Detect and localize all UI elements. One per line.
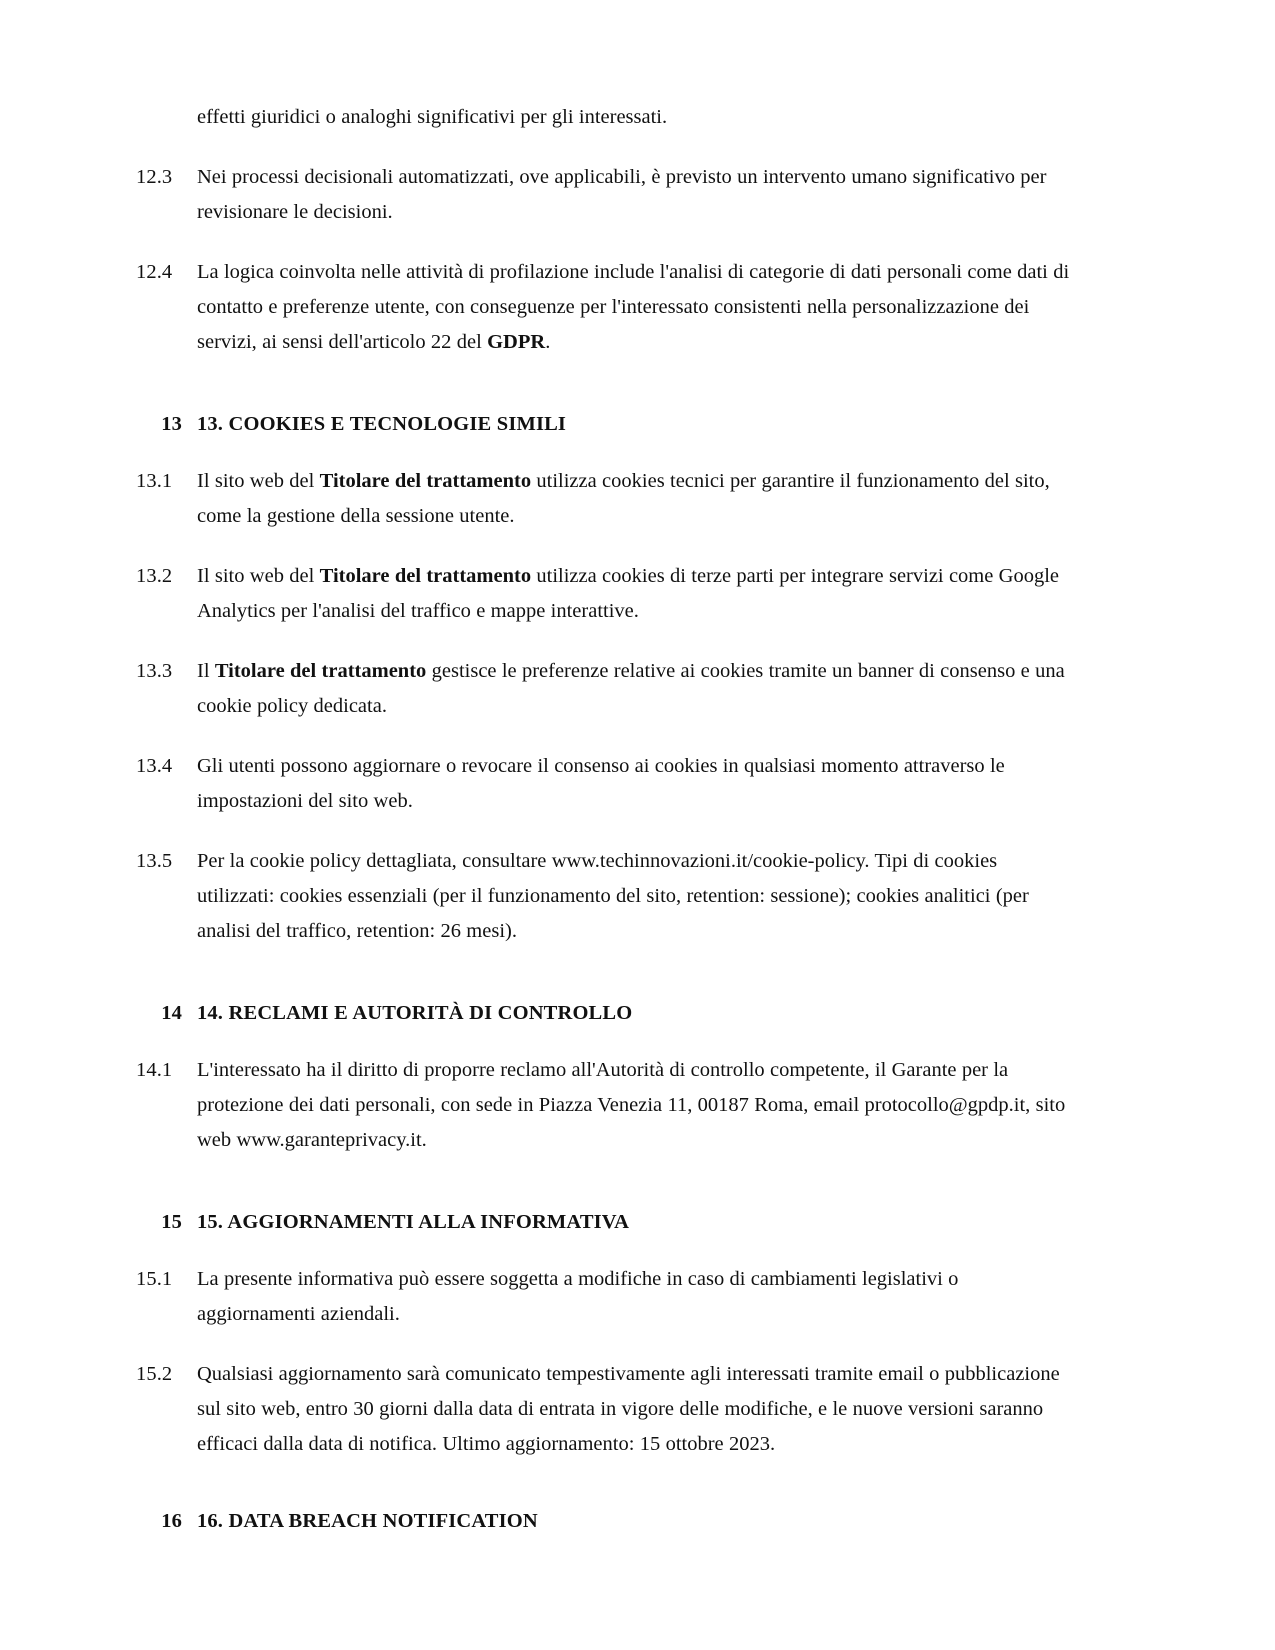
section-number-14: 14 <box>161 1002 182 1024</box>
clause-text-13-5: Per la cookie policy dettagliata, consultare www.techinnovazioni.it/cookie-policy. Tipi di cookies utilizzati: cookies essenziali (per il funzionamento del sito, retention: sessione); cookies analitici (per analisi del traffico, retention: 26 mesi). <box>197 850 1029 942</box>
section-number-16: 16 <box>161 1510 182 1532</box>
section-title-13: 13. COOKIES E TECNOLOGIE SIMILI <box>197 413 567 435</box>
clause-number-15-1: 15.1 <box>136 1268 173 1290</box>
clause-text-13-3 <box>197 654 1076 724</box>
section-heading-13 <box>136 407 1076 442</box>
clause-13-3-bold-titolare: Titolare del trattamento <box>214 660 427 682</box>
section-heading-14 <box>136 996 1076 1031</box>
clause-text-13-1 <box>197 464 1076 534</box>
clause-13-3 <box>136 654 1076 724</box>
clause-13-2-part1: Il sito web del <box>197 565 320 587</box>
clause-13-2-bold-titolare: Titolare del trattamento <box>319 565 532 587</box>
section-number-13: 13 <box>161 413 182 435</box>
clause-15-2 <box>136 1357 1076 1462</box>
paragraph-continuation <box>136 100 1076 135</box>
clause-number-13-3: 13.3 <box>136 660 173 682</box>
continuation-text: effetti giuridici o analoghi significativi per gli interessati. <box>197 106 668 128</box>
clause-13-2-part2: utilizza cookies di terze parti per integrare servizi come Google Analytics per l'analisi del traffico e mappe interattive. <box>197 565 1060 622</box>
clause-number-14-1: 14.1 <box>136 1059 173 1081</box>
section-heading-15 <box>136 1205 1076 1240</box>
clause-text-15-1: La presente informativa può essere soggetta a modifiche in caso di cambiamenti legislativi o aggiornamenti aziendali. <box>197 1268 959 1325</box>
clause-13-1-bold-titolare: Titolare del trattamento <box>319 470 532 492</box>
section-title-15: 15. AGGIORNAMENTI ALLA INFORMATIVA <box>197 1211 630 1233</box>
document-body <box>136 100 1076 1561</box>
clause-15-1 <box>136 1262 1076 1332</box>
clause-12-3 <box>136 160 1076 230</box>
section-heading-16 <box>136 1504 1076 1539</box>
clause-14-1 <box>136 1053 1076 1158</box>
clause-13-2 <box>136 559 1076 629</box>
clause-text-15-2: Qualsiasi aggiornamento sarà comunicato tempestivamente agli interessati tramite email o pubblicazione sul sito web, entro 30 giorni dalla data di entrata in vigore delle modifiche, e le nuove versioni saranno efficaci dalla data di notifica. Ultimo aggiornamento: 15 ottobre 2023. <box>197 1363 1060 1455</box>
section-title-14: 14. RECLAMI E AUTORITÀ DI CONTROLLO <box>197 1002 633 1024</box>
section-title-16: 16. DATA BREACH NOTIFICATION <box>197 1510 538 1532</box>
clause-number-13-5: 13.5 <box>136 850 173 872</box>
clause-number-12-3: 12.3 <box>136 166 173 188</box>
clause-text-14-1: L'interessato ha il diritto di proporre reclamo all'Autorità di controllo competente, il Garante per la protezione dei dati personali, con sede in Piazza Venezia 11, 00187 Roma, email protocollo@gpdp.it, sito web www.garanteprivacy.it. <box>197 1059 1066 1151</box>
clause-number-15-2: 15.2 <box>136 1363 173 1385</box>
clause-13-3-part2: gestisce le preferenze relative ai cookies tramite un banner di consenso e una cookie policy dedicata. <box>197 660 1065 717</box>
clause-12-4-bold-gdpr: GDPR <box>487 331 546 353</box>
clause-12-4 <box>136 255 1076 360</box>
clause-13-1-part2: utilizza cookies tecnici per garantire il funzionamento del sito, come la gestione della sessione utente. <box>197 470 1050 527</box>
clause-12-4-part2: . <box>545 331 551 353</box>
clause-text-13-4: Gli utenti possono aggiornare o revocare il consenso ai cookies in qualsiasi momento attraverso le impostazioni del sito web. <box>197 755 1005 812</box>
clause-13-5 <box>136 844 1076 949</box>
clause-number-12-4: 12.4 <box>136 261 173 283</box>
clause-text-12-3: Nei processi decisionali automatizzati, ove applicabili, è previsto un intervento umano significativo per revisionare le decisioni. <box>197 166 1047 223</box>
clause-text-12-4 <box>197 255 1076 360</box>
clause-13-3-part1: Il <box>197 660 215 682</box>
clause-13-1 <box>136 464 1076 534</box>
clause-number-13-1: 13.1 <box>136 470 173 492</box>
clause-number-13-4: 13.4 <box>136 755 173 777</box>
section-number-15: 15 <box>161 1211 182 1233</box>
clause-text-13-2 <box>197 559 1076 629</box>
clause-13-1-part1: Il sito web del <box>197 470 320 492</box>
clause-13-4 <box>136 749 1076 819</box>
clause-12-4-part1: La logica coinvolta nelle attività di profilazione include l'analisi di categorie di dati personali come dati di contatto e preferenze utente, con conseguenze per l'interessato consistenti nella personalizzazione dei servizi, ai sensi dell'articolo 22 del <box>197 261 1070 353</box>
clause-number-13-2: 13.2 <box>136 565 173 587</box>
